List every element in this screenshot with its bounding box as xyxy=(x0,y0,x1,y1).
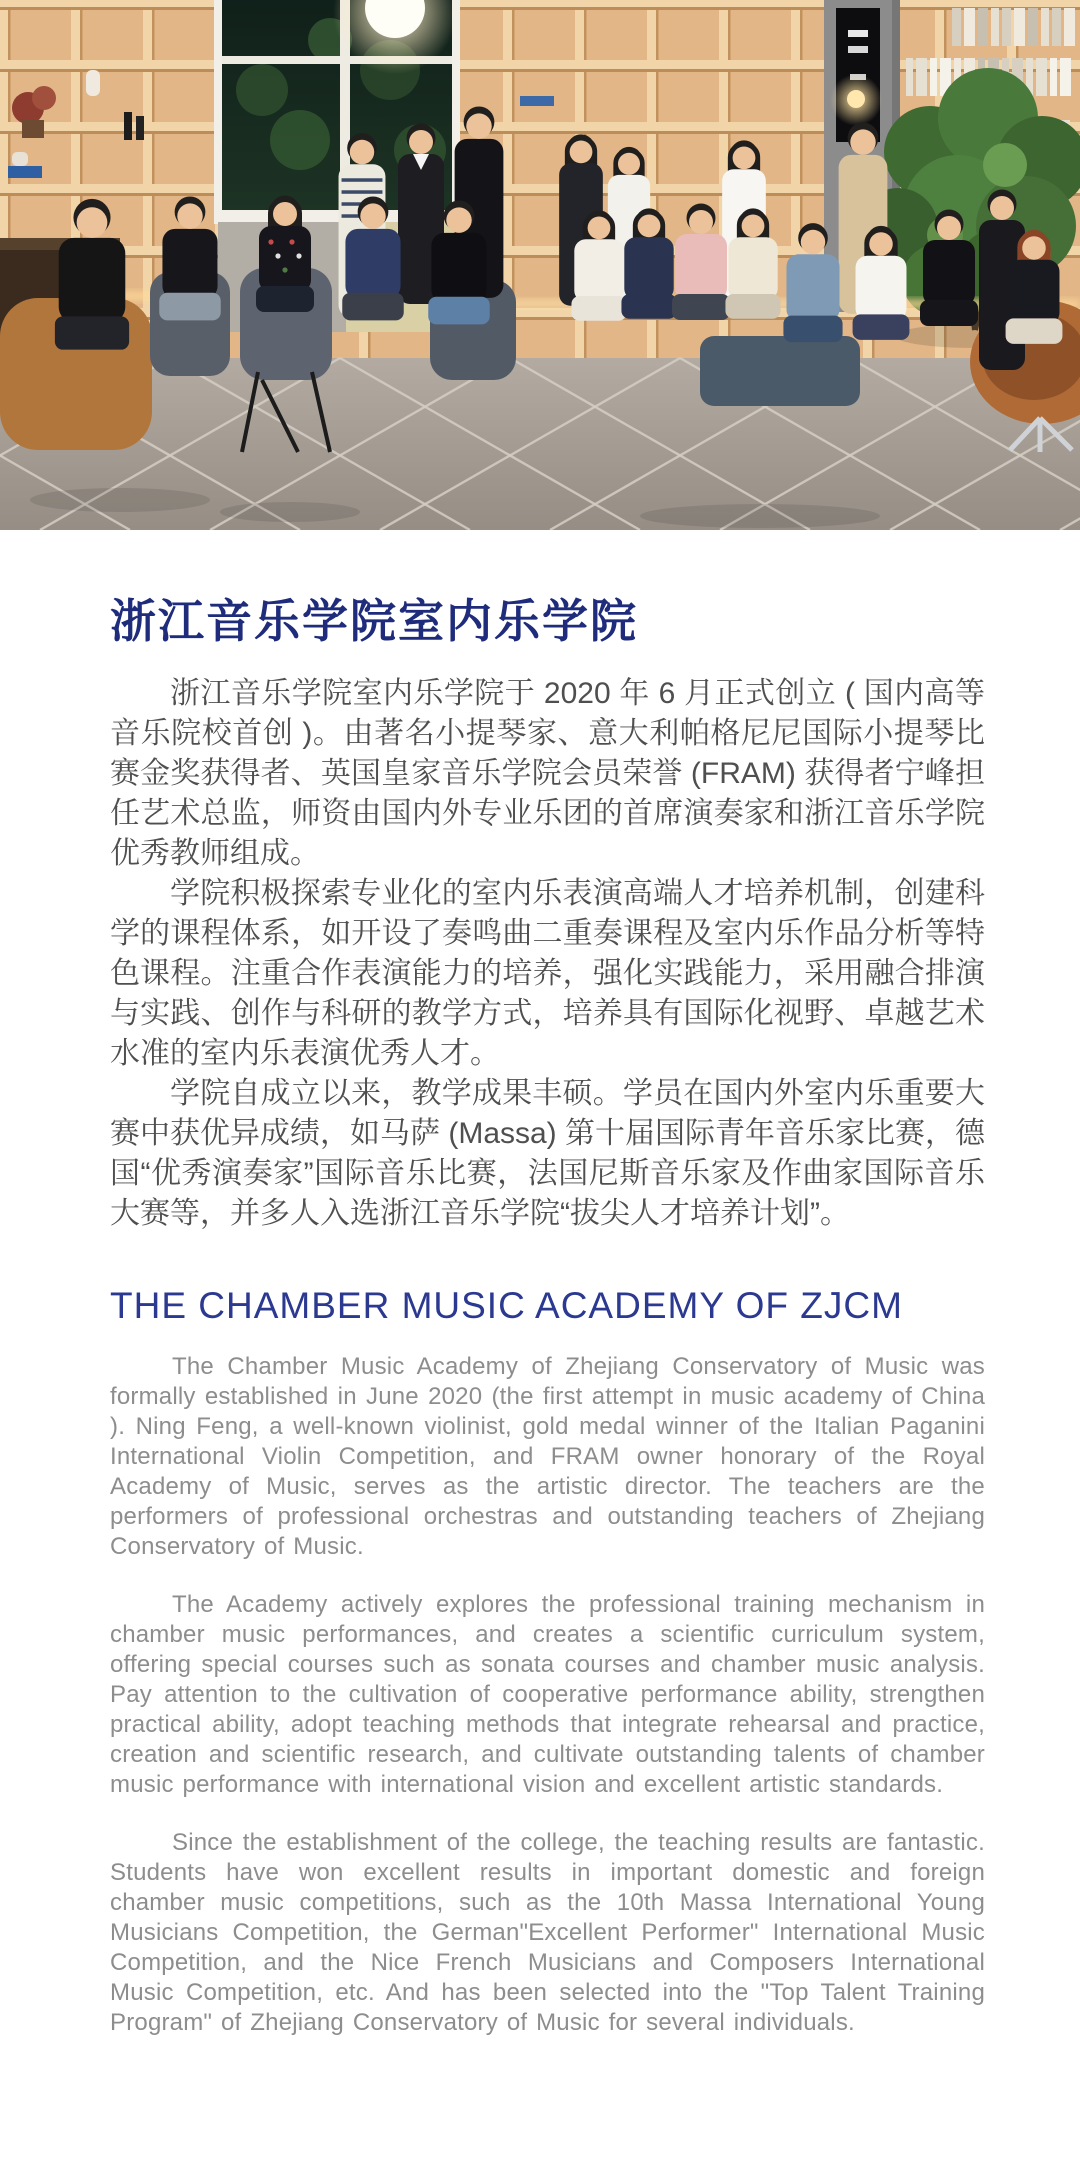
ottoman xyxy=(700,336,860,406)
english-paragraph-2: The Academy actively explores the professional training mechanism in chamber music performances, and creates a scientific curriculum system, offering special courses such as sonata courses and chamber music analysis. Pay attention to the cultivation of cooperative performance ability, strengthen practical ability, adopt teaching methods that integrate rehearsal and practice, creation and scientific research, and cultivate outstanding talents of chamber music performance with international vision and excellent artistic standards. xyxy=(110,1591,985,1798)
english-title: THE CHAMBER MUSIC ACADEMY OF ZJCM xyxy=(110,1285,903,1326)
english-paragraph-1: The Chamber Music Academy of Zhejiang Conservatory of Music was formally established in June 2020 (the first attempt in music academy of China ). Ning Feng, a well-known violinist, gold medal winner of the Italian Paganini International Violin Competition, and FRAM owner honorary of the Royal Academy of Music, serves as the artistic director. The teachers are the performers of professional orchestras and outstanding teachers of Zhejiang Conservatory of Music. xyxy=(110,1353,985,1560)
chinese-paragraph-2: 学院积极探索专业化的室内乐表演高端人才培养机制，创建科学的课程体系，如开设了奏鸣曲二重奏课程及室内乐作品分析等特色课程。注重合作表演能力的培养，强化实践能力，采用融合排演与实践、创作与科研的教学方式，培养具有国际化视野、卓越艺术水准的室内乐表演优秀人才。 xyxy=(110,877,985,1070)
group-photo-illustration xyxy=(0,0,1080,530)
chinese-paragraph-3: 学院自成立以来，教学成果丰硕。学员在国内外室内乐重要大赛中获优异成绩，如马萨 (Massa) 第十届国际青年音乐家比赛，德国“优秀演奏家”国际音乐比赛，法国尼斯音乐家及作曲家国际音乐大赛等，并多人入选浙江音乐学院“拔尖人才培养计划”。 xyxy=(110,1077,986,1230)
group-photo xyxy=(0,0,1080,530)
chinese-paragraph-1: 浙江音乐学院室内乐学院于 2020 年 6 月正式创立 ( 国内高等音乐院校首创 )。由著名小提琴家、意大利帕格尼尼国际小提琴比赛金奖获得者、英国皇家音乐学院会员荣誉 (FRAM) 获得者宁峰担任艺术总监，师资由国内外专业乐团的首席演奏家和浙江音乐学院优秀教师组成。 xyxy=(110,677,985,870)
chinese-body xyxy=(110,674,985,1234)
chinese-title: 浙江音乐学院室内乐学院 xyxy=(110,594,638,648)
english-paragraph-3: Since the establishment of the college, the teaching results are fantastic. Students have won excellent results in important domestic and foreign chamber music competitions, such as the 10th Massa International Young Musicians Competition, the German"Excellent Performer" International Music Competition, and the Nice French Musicians and Composers International Music Competition, etc. And has been selected into the "Top Talent Training Program" of Zhejiang Conservatory of Music for several individuals. xyxy=(110,1829,985,2036)
english-body xyxy=(110,1352,985,2038)
article-content xyxy=(0,596,1080,2038)
